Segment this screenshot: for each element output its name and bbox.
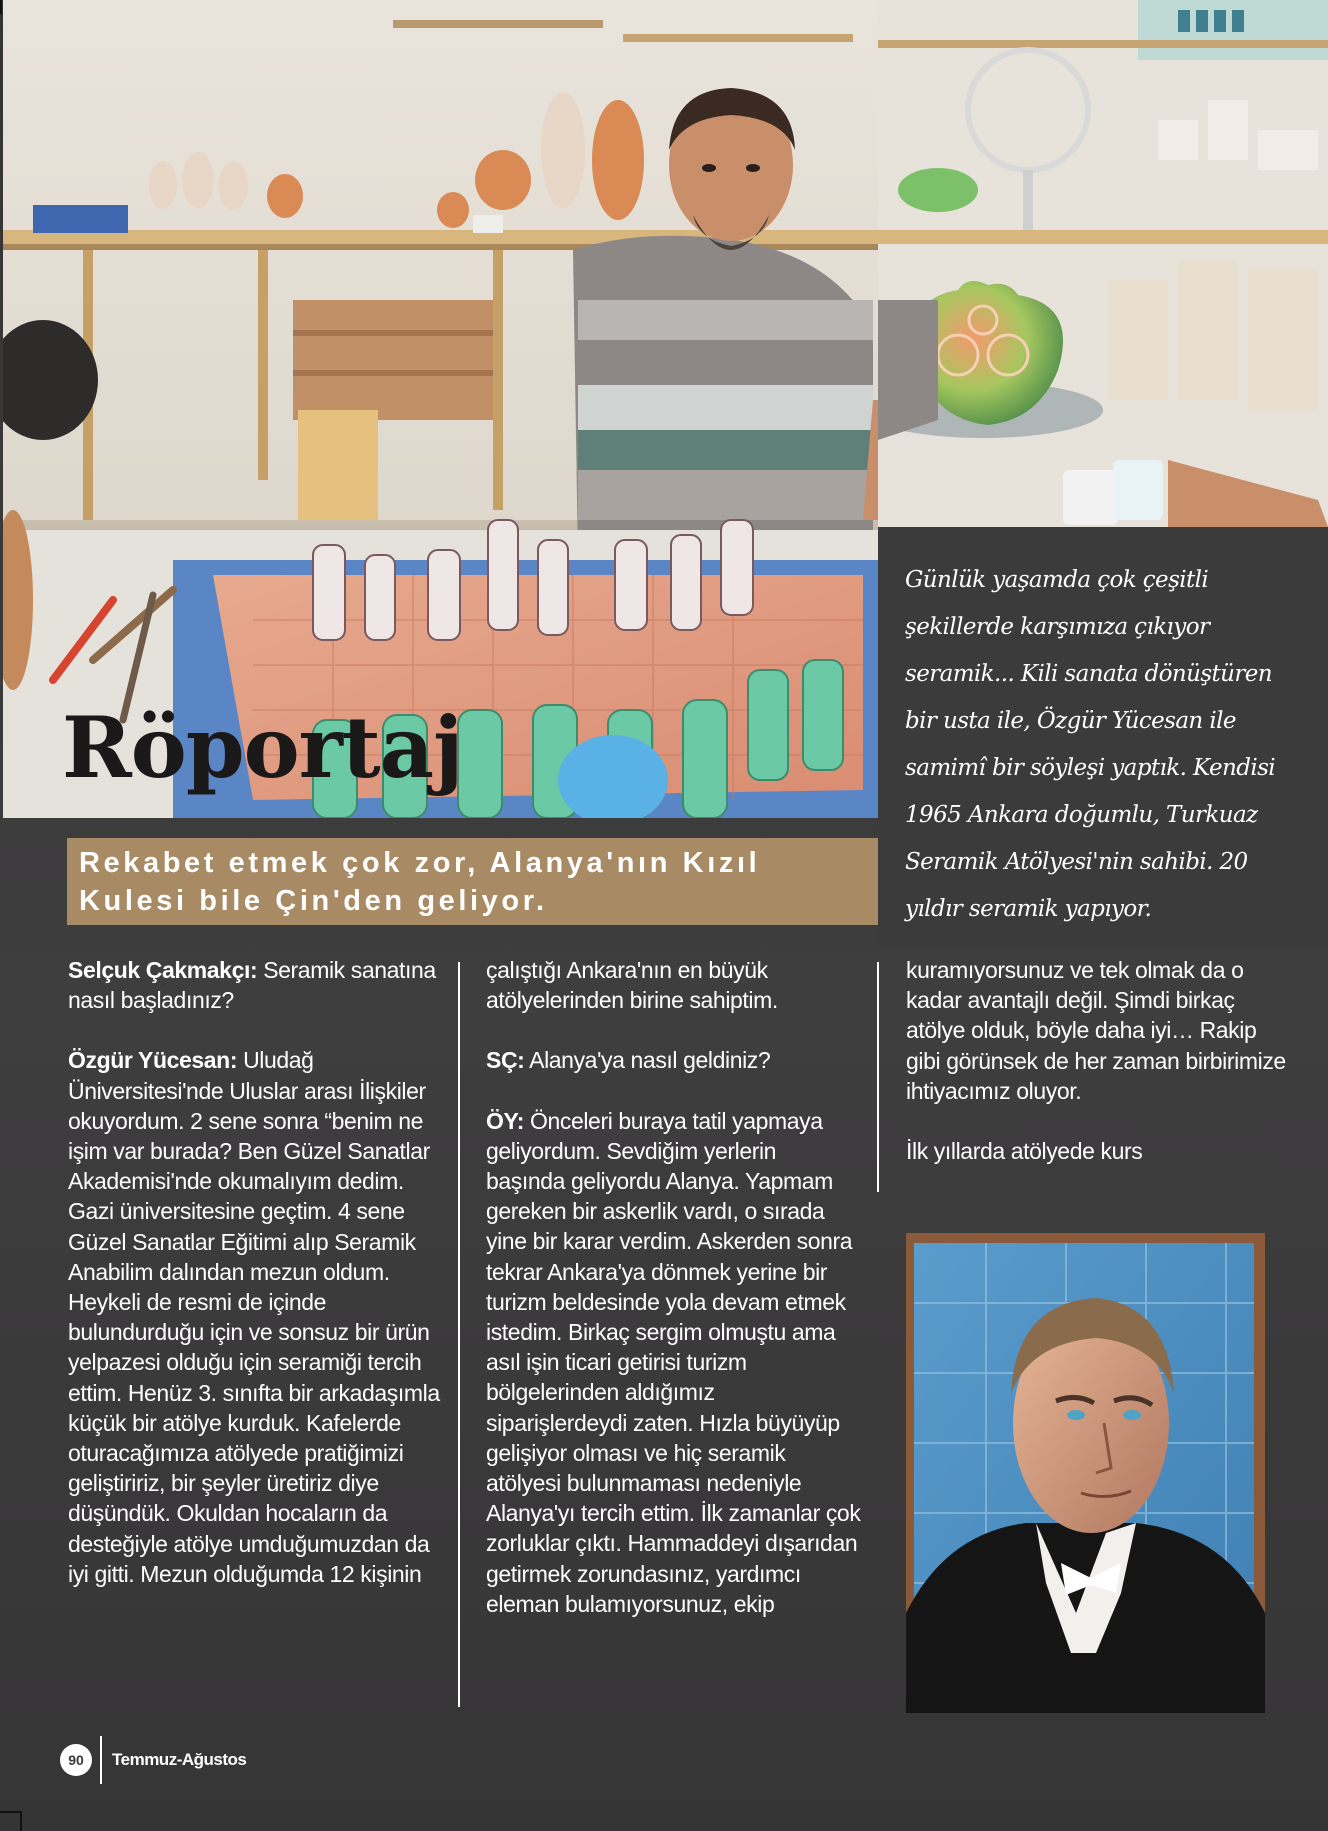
speaker-label: ÖY: [486, 1107, 524, 1134]
page-number: 90 [60, 1744, 92, 1776]
column-divider [877, 962, 879, 1192]
answer-text: Önceleri buraya tatil yapmaya geliyordum. Sevdiğim yerlerin başında geliyordu Alanya. Yapmam gereken bir askerlik vardı, o sırada yine bir karar verdim. Askerden sonra tekrar Ankara'ya dönmek yerine bir turizm beldesinde yola devam etmek istedim. Birkaç sergim olmuştu ama asıl işin ticari getirisi turizm bölgelerinden aldığımız siparişlerdeydi zaten. Hızla büyüyüp gelişiyor olması ve hiç seramik atölyesi bulunmaması nedeniyle Alanya'yı tercih ettim. İlk zamanlar çok zorluklar çıktı. Hammaddeyi dışarıdan getirmek zorundasınız, yardımcı eleman bulamıyorsunuz, ekip [486, 1107, 861, 1617]
intro-text: Günlük yaşamda çok çeşitli şekillerde karşımıza çıkıyor seramik... Kili sanata dönüştüren bir usta ile, Özgür Yücesan ile samimî bir söyleşi yaptık. Kendisi 1965 Ankara doğumlu, Turkuaz Seramik Atölyesi'nin sahibi. 20 yıldır seramik yapıyor. [905, 567, 1276, 922]
workshop-photo-right [878, 0, 1328, 527]
article-column-3 [906, 955, 1286, 1196]
issue-label: Temmuz-Ağustos [112, 1750, 247, 1769]
page-footer [60, 1742, 246, 1778]
question-2 [486, 1045, 861, 1075]
crop-mark [20, 1811, 22, 1831]
headline-line-2: Kulesi bile Çin'den geliyor. [79, 885, 548, 917]
speaker-label: SÇ: [486, 1047, 525, 1074]
speaker-label: Selçuk Çakmakçı: [68, 957, 258, 983]
answer-2 [486, 1106, 861, 1619]
section-title: Röportaj [62, 698, 463, 797]
column-divider [458, 962, 460, 1707]
speaker-label: Özgür Yücesan: [68, 1047, 238, 1074]
portrait-photo [906, 1233, 1265, 1713]
article-column-2 [486, 955, 861, 1649]
answer-2-continued: kuramıyorsunuz ve tek olmak da o kadar avantajlı değil. Şimdi birkaç atölye olduk, böyle daha iyi… Rakip gibi görünsek de her zaman birbirimize ihtiyacımız oluyor. [906, 957, 1286, 1104]
question-1 [68, 955, 443, 1015]
answer-1-continued: çalıştığı Ankara'nın en büyük atölyelerinden birine sahiptim. [486, 957, 778, 1014]
headline-band [67, 838, 878, 925]
question-text: Seramik sanatına nasıl başladınız? [68, 957, 436, 1014]
answer-1 [68, 1045, 443, 1589]
crop-mark [0, 1811, 22, 1813]
answer-3-start: İlk yıllarda atölyede kurs [906, 1138, 1143, 1165]
workshop-photo [3, 0, 878, 818]
article-column-1 [68, 955, 443, 1619]
headline-line-1: Rekabet etmek çok zor, Alanya'nın Kızıl [79, 847, 761, 879]
answer-text: Uludağ Üniversitesi'nde Uluslar arası İlişkiler okuyordum. 2 sene sonra “benim ne işim var burada? Ben Güzel Sanatlar Akademisi'nde okumalıyım dedim. Gazi üniversitesine geçtim. 4 sene Güzel Sanatlar Eğitimi alıp Seramik Anabilim dalından mezun oldum. Heykeli de resmi de içinde bulundurduğu için ve sonsuz bir ürün yelpazesi olduğu için seramiği tercih ettim. Henüz 3. sınıfta bir arkadaşımla küçük bir atölye kurduk. Kafelerde oturacağımıza atölyede pratiğimizi geliştiririz, bir şeyler üretiriz diye düşündük. Okuldan hocaların da desteğiyle atölye umduğumuzdan da iyi gitti. Mezun olduğumda 12 kişinin [68, 1047, 440, 1587]
question-text: Alanya'ya nasıl geldiniz? [524, 1047, 771, 1074]
crop-mark [0, 0, 2, 14]
intro-box [878, 527, 1328, 945]
footer-divider [100, 1736, 102, 1784]
